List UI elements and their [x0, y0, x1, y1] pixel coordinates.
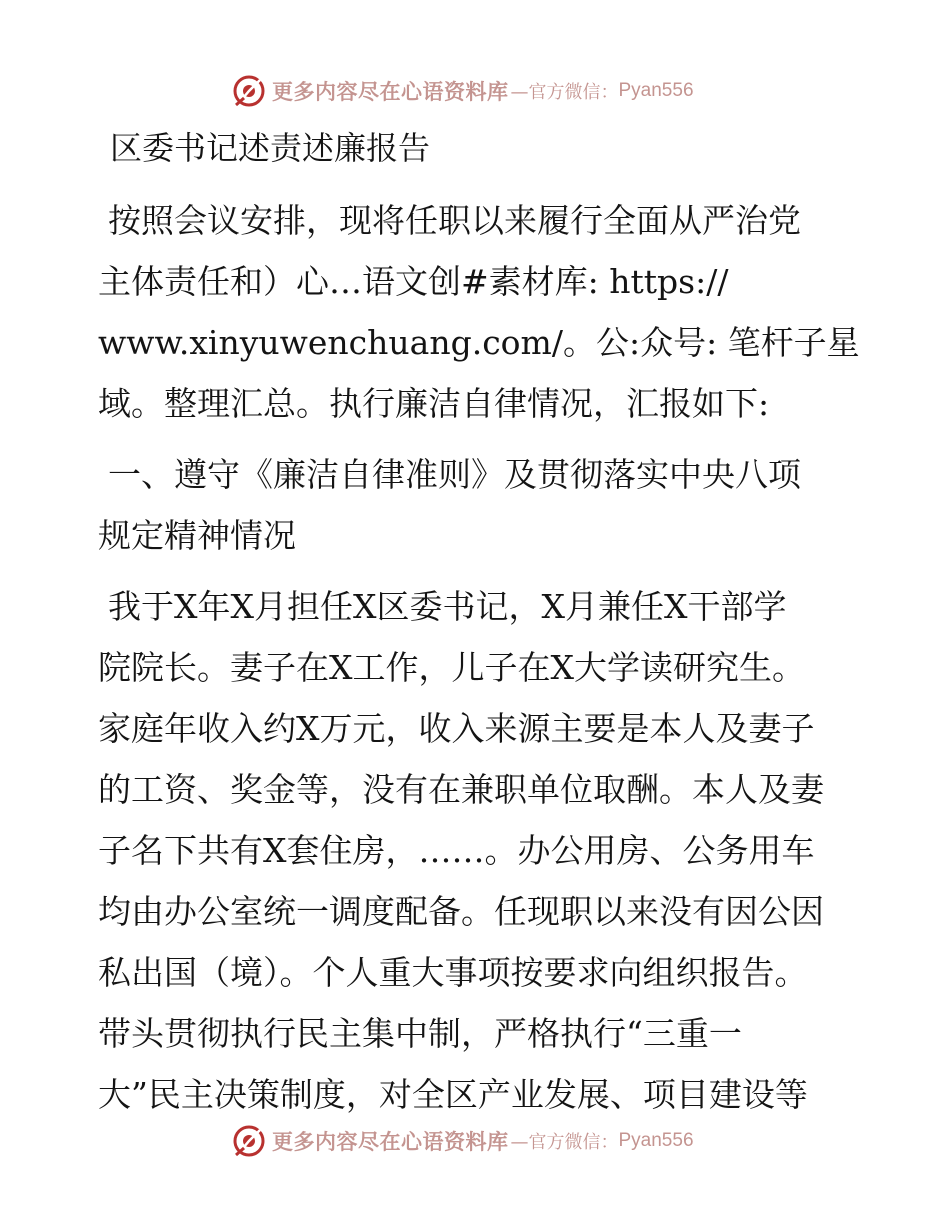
- watermark-wechat-id: Pyan556: [618, 1130, 694, 1151]
- document-body: [98, 122, 858, 1135]
- text-line: 家庭年收入约X万元，收入来源主要是本人及妻子: [98, 709, 815, 748]
- watermark-brand-text: 更多内容尽在心语资料库: [272, 1129, 509, 1154]
- text-line: 大”民主决策制度，对全区产业发展、项目建设等: [98, 1075, 808, 1114]
- pen-logo-icon: [232, 74, 266, 108]
- text-line: 院院长。妻子在X工作，儿子在X大学读研究生。: [98, 648, 805, 687]
- body-paragraph: [98, 576, 858, 1125]
- text-line: 的工资、奖金等，没有在兼职单位取酬。本人及妻: [98, 770, 824, 809]
- text-line: 带头贯彻执行民主集中制，严格执行“三重一: [98, 1014, 742, 1053]
- text-line: www.xinyuwenchuang.com/。公:众号: 笔杆子星: [98, 323, 860, 362]
- text-line: 均由办公室统一调度配备。任现职以来没有因公因: [98, 892, 824, 931]
- watermark-brand-text: 更多内容尽在心语资料库: [272, 79, 509, 104]
- watermark-official-label: —官方微信：: [510, 1132, 619, 1153]
- watermark-wechat-id: Pyan556: [618, 80, 694, 101]
- document-title: 区委书记述责述廉报告: [110, 129, 431, 167]
- heading-line: 规定精神情况: [98, 516, 296, 555]
- text-line: 我于X年X月担任X区委书记，X月兼任X干部学: [108, 587, 787, 626]
- text-line: 主体责任和）心…语文创#素材库: https://: [98, 262, 729, 301]
- watermark-official-label: —官方微信：: [510, 82, 619, 103]
- text-line: 子名下共有X套住房，……。办公用房、公务用车: [98, 831, 815, 870]
- pen-logo-icon: [232, 1124, 266, 1158]
- heading-line: 一、遵守《廉洁自律准则》及贯彻落实中央八项: [108, 455, 801, 494]
- intro-paragraph: [98, 190, 858, 434]
- text-line: 按照会议安排，现将任职以来履行全面从严治党: [108, 201, 801, 240]
- section-heading: [98, 444, 858, 566]
- text-line: 私出国（境）。个人重大事项按要求向组织报告。: [98, 953, 808, 992]
- watermark-banner-bottom: [232, 1121, 694, 1161]
- watermark-banner-top: [232, 71, 694, 111]
- text-line: 域。整理汇总。执行廉洁自律情况，汇报如下:: [98, 384, 770, 423]
